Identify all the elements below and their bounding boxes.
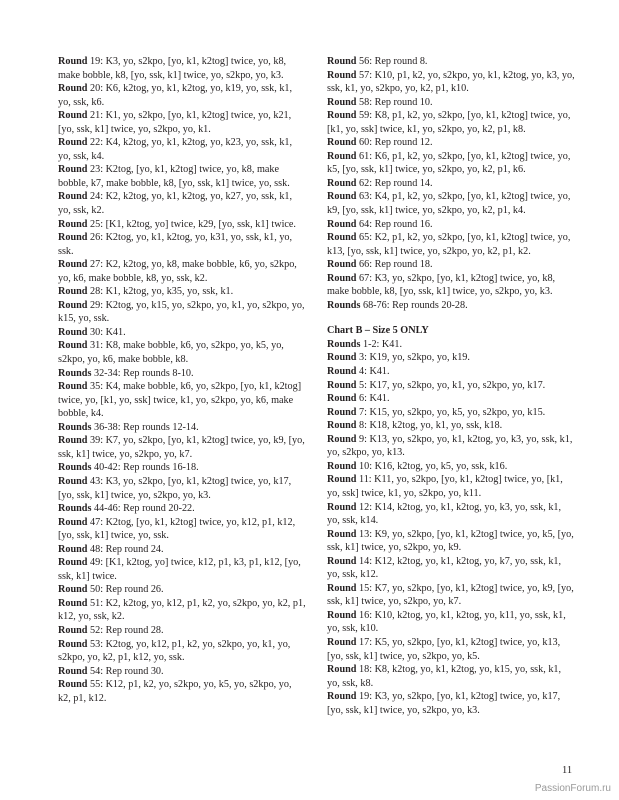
round-label: Round [58,381,88,393]
instruction-line [327,272,575,299]
instruction-line [327,419,575,433]
round-text: 31: K8, make bobble, k6, yo, s2kpo, yo, k5, yo, s2kpo, yo, k6, make bobble, k8. [58,340,284,366]
instruction-line [327,96,575,110]
chart-b-instructions [327,338,575,717]
instruction-line [327,258,575,272]
round-text: 51: K2, k2tog, yo, k12, p1, k2, yo, s2kpo, yo, k2, p1, k12, yo, ssk, k2. [58,597,306,623]
round-text: 40-42: Rep rounds 16-18. [91,462,199,474]
instruction-line [58,285,306,299]
page-number: 11 [562,765,573,776]
round-label: Round [327,69,357,81]
round-text: 62: Rep round 14. [356,177,433,189]
round-label: Round [327,232,357,244]
round-text: 32-34: Rep rounds 8-10. [91,367,194,379]
round-label: Round [58,83,88,95]
round-text: 66: Rep round 18. [356,259,433,271]
instruction-line [327,109,575,136]
round-text: 3: K19, yo, s2kpo, yo, k19. [356,352,470,364]
instruction-line [327,663,575,690]
instruction-line [58,109,306,136]
round-text: 1-2: K41. [360,338,403,350]
round-label: Round [327,393,357,405]
instruction-line [327,190,575,217]
instruction-line [327,392,575,406]
round-text: 18: K8, k2tog, yo, k1, k2tog, yo, k15, yo, ssk, k1, yo, ssk, k8. [327,664,562,689]
round-text: 12: K14, k2tog, yo, k1, k2tog, yo, k3, yo, ssk, k1, yo, ssk, k14. [327,501,562,527]
round-label: Round [327,96,357,108]
instruction-line [327,55,575,69]
instruction-line [327,433,575,460]
round-label: Round [58,191,88,203]
instruction-line [58,258,306,285]
round-label: Round [58,340,88,352]
instruction-line [58,55,306,82]
round-text: 60: Rep round 12. [356,137,433,149]
instruction-line [327,299,575,313]
round-label: Round [58,435,88,447]
round-label: Round [58,624,88,636]
instruction-line [58,597,306,624]
round-label: Round [327,433,357,445]
round-text: 23: K2tog, [yo, k1, k2tog] twice, yo, k8, make bobble, k7, make bobble, k8, [yo, ssk, k1] twice, yo, ssk. [58,164,290,189]
instruction-line [327,351,575,365]
round-text: 4: K41. [356,366,390,378]
round-label: Round [58,299,88,311]
round-text: 6: K41. [356,393,390,405]
round-label: Round [327,555,357,567]
round-text: 24: K2, k2tog, yo, k1, k2tog, yo, k27, yo, ssk, k1, yo, ssk, k2. [58,191,293,217]
instruction-line [58,461,306,475]
instruction-line [58,367,306,381]
instruction-line [327,150,575,177]
instruction-line [58,218,306,232]
instruction-line [58,163,306,190]
round-label: Round [327,406,357,418]
instruction-line [58,502,306,516]
round-label: Round [58,638,88,650]
round-label: Round [327,56,357,67]
round-label: Round [327,110,357,122]
round-label: Round [58,56,88,67]
round-label: Round [327,691,357,703]
instruction-line [58,516,306,543]
round-text: 30: K41. [87,326,126,338]
instruction-line [58,543,306,557]
round-text: 7: K15, yo, s2kpo, yo, k5, yo, s2kpo, yo, k15. [356,406,546,418]
round-text: 14: K12, k2tog, yo, k1, k2tog, yo, k7, yo, ssk, k1, yo, ssk, k12. [327,555,562,581]
round-text: 39: K7, yo, s2kpo, [yo, k1, k2tog] twice, yo, k9, [yo, ssk, k1] twice, yo, s2kpo, yo, k7. [58,435,305,460]
round-label: Round [327,272,357,284]
round-label: Rounds [58,367,92,379]
round-text: 36-38: Rep rounds 12-14. [91,421,199,433]
round-text: 55: K12, p1, k2, yo, s2kpo, yo, k5, yo, s2kpo, yo, k2, p1, k12. [58,679,292,704]
instruction-line [58,326,306,340]
round-text: 43: K3, yo, s2kpo, [yo, k1, k2tog] twice, yo, k17, [yo, ssk, k1] twice, yo, s2kpo, yo, k3. [58,475,292,501]
instruction-line [327,582,575,609]
instruction-line [58,231,306,258]
round-text: 28: K1, k2tog, yo, k35, yo, ssk, k1. [87,286,234,298]
round-label: Round [327,528,357,540]
round-text: 54: Rep round 30. [87,665,164,677]
round-label: Round [327,664,357,676]
instruction-line [327,338,575,352]
right-column [327,55,575,717]
round-label: Round [327,150,357,162]
instruction-line [327,365,575,379]
round-text: 21: K1, yo, s2kpo, [yo, k1, k2tog] twice, yo, k21, [yo, ssk, k1] twice, yo, s2kpo, yo, k1. [58,110,292,135]
left-column [58,55,306,705]
instruction-line [327,136,575,150]
round-text: 25: [K1, k2tog, yo] twice, k29, [yo, ssk, k1] twice. [87,218,296,230]
round-label: Round [327,137,357,149]
round-label: Round [58,286,88,298]
round-label: Round [58,164,88,176]
round-label: Round [58,475,88,487]
round-label: Round [327,177,357,189]
instruction-line [327,636,575,663]
instruction-line [327,218,575,232]
round-text: 58: Rep round 10. [356,96,433,108]
round-label: Round [327,259,357,271]
instruction-line [58,380,306,421]
instruction-line [58,136,306,163]
round-label: Round [58,543,88,555]
round-text: 9: K13, yo, s2kpo, yo, k1, k2tog, yo, k3, yo, ssk, k1, yo, s2kpo, yo, k13. [327,433,573,459]
round-label: Round [327,420,357,432]
round-text: 27: K2, k2tog, yo, k8, make bobble, k6, yo, s2kpo, yo, k6, make bobble, k8, yo, ssk, k2. [58,259,297,284]
round-text: 5: K17, yo, s2kpo, yo, k1, yo, s2kpo, yo, k17. [356,379,546,391]
instruction-line [327,690,575,717]
round-text: 56: Rep round 8. [356,56,428,67]
round-label: Rounds [58,462,92,474]
instruction-line [327,379,575,393]
instruction-line [327,528,575,555]
round-text: 50: Rep round 26. [87,584,164,596]
instruction-line [327,609,575,636]
round-text: 57: K10, p1, k2, yo, s2kpo, yo, k1, k2tog, yo, k3, yo, ssk, k1, yo, s2kpo, yo, k2, p1, k10. [327,69,575,95]
instruction-line [58,583,306,597]
instruction-line [327,473,575,500]
round-text: 13: K9, yo, s2kpo, [yo, k1, k2tog] twice, yo, k5, [yo, ssk, k1] twice, yo, s2kpo, yo, k9. [327,528,574,554]
round-label: Round [58,516,88,528]
instruction-line [58,421,306,435]
instruction-line [58,665,306,679]
round-label: Round [327,501,357,513]
round-text: 11: K11, yo, s2kpo, [yo, k1, k2tog] twice, yo, [k1, yo, ssk] twice, k1, yo, s2kpo, yo, k11. [327,474,563,499]
instruction-line [58,556,306,583]
instruction-line [58,678,306,705]
round-label: Round [58,110,88,122]
round-text: 63: K4, p1, k2, yo, s2kpo, [yo, k1, k2tog] twice, yo, k9, [yo, ssk, k1] twice, yo, s2kpo, yo, k2, p1, k4. [327,191,571,217]
round-label: Round [58,665,88,677]
round-label: Round [327,379,357,391]
instruction-line [327,501,575,528]
watermark: PassionForum.ru [534,783,611,794]
round-text: 68-76: Rep rounds 20-28. [360,299,468,311]
round-label: Round [58,232,88,244]
right-column-top [327,55,575,312]
round-label: Round [58,597,88,609]
round-label: Rounds [327,338,361,350]
round-label: Round [58,584,88,596]
round-text: 52: Rep round 28. [87,624,164,636]
round-label: Round [327,191,357,203]
round-text: 8: K18, k2tog, yo, k1, yo, ssk, k18. [356,420,503,432]
round-text: 26: K2tog, yo, k1, k2tog, yo, k31, yo, ssk, k1, yo, ssk. [58,232,293,257]
instruction-line [58,299,306,326]
round-text: 49: [K1, k2tog, yo] twice, k12, p1, k3, p1, k12, [yo, ssk, k1] twice. [58,557,301,582]
round-label: Rounds [58,421,92,433]
round-label: Round [58,259,88,271]
round-text: 22: K4, k2tog, yo, k1, k2tog, yo, k23, yo, ssk, k1, yo, ssk, k4. [58,137,293,162]
instruction-line [327,177,575,191]
instruction-line [327,555,575,582]
round-label: Round [58,326,88,338]
round-text: 29: K2tog, yo, k15, yo, s2kpo, yo, k1, yo, s2kpo, yo, k15, yo, ssk. [58,299,305,325]
round-text: 20: K6, k2tog, yo, k1, k2tog, yo, k19, yo, ssk, k1, yo, ssk, k6. [58,83,293,108]
chart-b-heading: Chart B – Size 5 ONLY [327,325,429,337]
round-text: 19: K3, yo, s2kpo, [yo, k1, k2tog] twice, yo, k8, make bobble, k8, [yo, ssk, k1] twice, yo, s2kpo, yo, k3. [58,56,287,81]
round-label: Round [58,137,88,149]
round-label: Round [58,218,88,230]
instruction-line [327,406,575,420]
round-text: 17: K5, yo, s2kpo, [yo, k1, k2tog] twice, yo, k13, [yo, ssk, k1] twice, yo, s2kpo, yo, k5. [327,636,561,662]
instruction-line [327,69,575,96]
round-text: 61: K6, p1, k2, yo, s2kpo, [yo, k1, k2tog] twice, yo, k5, [yo, ssk, k1] twice, yo, s2kpo, yo, k2, p1, k6. [327,150,571,176]
round-label: Rounds [58,503,92,515]
instruction-line [58,339,306,366]
round-text: 59: K8, p1, k2, yo, s2kpo, [yo, k1, k2tog] twice, yo, [k1, yo, ssk] twice, k1, yo, s2kpo, yo, k2, p1, k8. [327,110,571,135]
round-label: Round [327,582,357,594]
instruction-line [58,475,306,502]
round-text: 15: K7, yo, s2kpo, [yo, k1, k2tog] twice, yo, k9, [yo, ssk, k1] twice, yo, s2kpo, yo, k7. [327,582,574,608]
round-label: Round [327,366,357,378]
round-text: 19: K3, yo, s2kpo, [yo, k1, k2tog] twice, yo, k17, [yo, ssk, k1] twice, yo, s2kpo, yo, k3. [327,691,561,716]
round-text: 67: K3, yo, s2kpo, [yo, k1, k2tog] twice, yo, k8, make bobble, k8, [yo, ssk, k1] twice, yo, s2kpo, yo, k3. [327,272,556,298]
instruction-line [58,638,306,665]
round-text: 48: Rep round 24. [87,543,164,555]
round-label: Round [327,460,357,472]
round-text: 64: Rep round 16. [356,218,433,230]
round-label: Round [327,474,357,486]
round-text: 16: K10, k2tog, yo, k1, k2tog, yo, k11, yo, ssk, k1, yo, ssk, k10. [327,609,566,635]
instruction-line [58,624,306,638]
round-label: Round [58,679,88,691]
round-text: 35: K4, make bobble, k6, yo, s2kpo, [yo, k1, k2tog] twice, yo, [k1, yo, ssk] twice, k1, yo, s2kpo, yo, k6, make bobble, k4. [58,381,302,420]
round-label: Round [327,352,357,364]
round-label: Rounds [327,299,361,311]
round-label: Round [327,218,357,230]
instruction-line [58,82,306,109]
round-text: 47: K2tog, [yo, k1, k2tog] twice, yo, k12, p1, k12, [yo, ssk, k1] twice, yo, ssk. [58,516,296,542]
round-label: Round [327,609,357,621]
instruction-line [327,231,575,258]
round-text: 53: K2tog, yo, k12, p1, k2, yo, s2kpo, yo, k1, yo, s2kpo, yo, k2, p1, k12, yo, ssk. [58,638,291,664]
instruction-line [327,460,575,474]
round-text: 10: K16, k2tog, yo, k5, yo, ssk, k16. [356,460,508,472]
round-text: 44-46: Rep round 20-22. [91,503,195,515]
round-label: Round [327,636,357,648]
instruction-line [58,190,306,217]
round-text: 65: K2, p1, k2, yo, s2kpo, [yo, k1, k2tog] twice, yo, k13, [yo, ssk, k1] twice, yo, s2kpo, yo, k2, p1, k2. [327,232,571,257]
round-label: Round [58,557,88,569]
instruction-line [58,434,306,461]
